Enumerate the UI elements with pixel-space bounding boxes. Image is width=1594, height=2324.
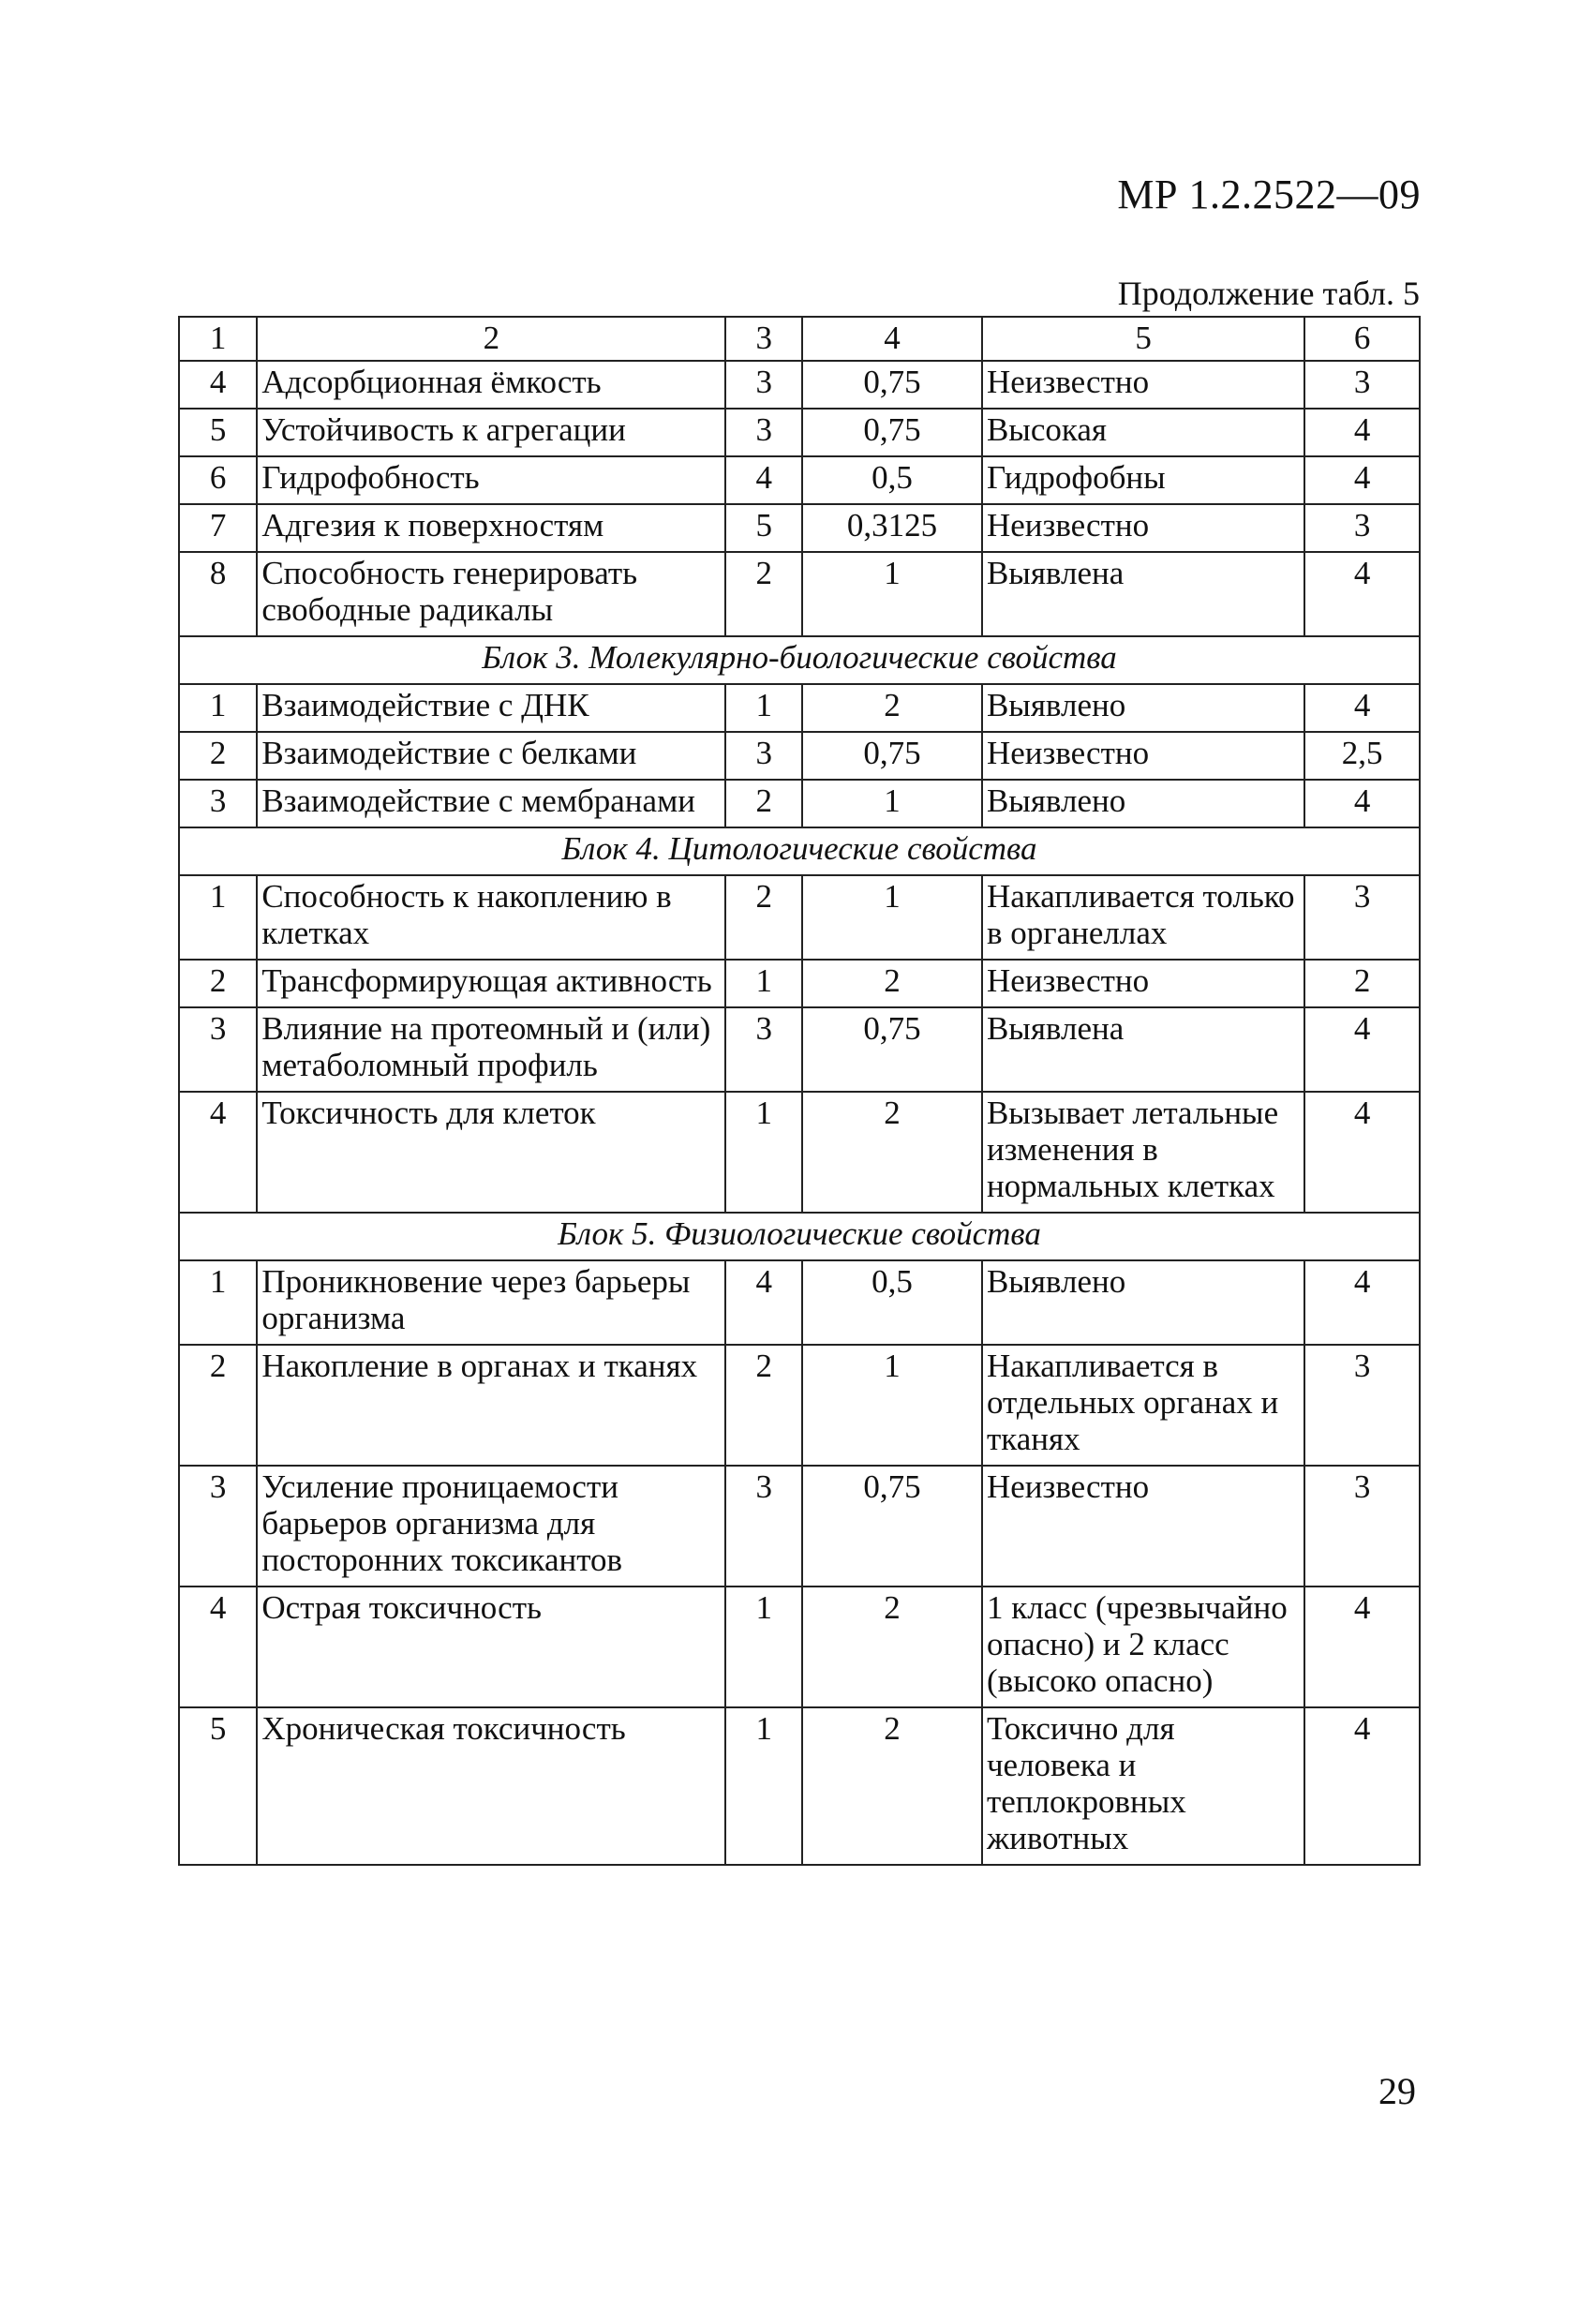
table-cell: 4 — [1304, 1587, 1420, 1707]
table-cell: 2 — [725, 552, 802, 636]
table-cell: 5 — [725, 504, 802, 552]
table-cell: Накапливается в отдельных органах и тканях — [982, 1345, 1304, 1466]
table-cell: 4 — [1304, 1007, 1420, 1092]
table-cell: 2 — [802, 960, 982, 1007]
table-cell: 0,5 — [802, 1260, 982, 1345]
table-cell: 4 — [1304, 1260, 1420, 1345]
block-header-row — [179, 1213, 1420, 1260]
table-cell: 4 — [1304, 780, 1420, 827]
table-row — [179, 456, 1420, 504]
table-cell: Токсичность для клеток — [257, 1092, 725, 1213]
table-cell: 3 — [725, 1466, 802, 1587]
table-row — [179, 1345, 1420, 1466]
column-header: 2 — [257, 317, 725, 361]
table-row — [179, 1092, 1420, 1213]
table-cell: Неизвестно — [982, 732, 1304, 780]
table-cell: 4 — [1304, 1707, 1420, 1865]
table-cell: 2 — [802, 684, 982, 732]
table-cell: 0,75 — [802, 732, 982, 780]
table-cell: 0,5 — [802, 456, 982, 504]
table-cell: 2,5 — [1304, 732, 1420, 780]
column-header: 4 — [802, 317, 982, 361]
block-header-row — [179, 636, 1420, 684]
table-cell: 3 — [725, 1007, 802, 1092]
table-cell: 2 — [1304, 960, 1420, 1007]
block-title: Блок 4. Цитологические свойства — [179, 827, 1420, 875]
table-row — [179, 960, 1420, 1007]
table-cell: 0,75 — [802, 1466, 982, 1587]
table-cell: Накапливается только в органеллах — [982, 875, 1304, 960]
column-header: 5 — [982, 317, 1304, 361]
table-cell: 1 — [725, 1092, 802, 1213]
table-cell: Гидрофобны — [982, 456, 1304, 504]
table-cell: 1 — [179, 875, 257, 960]
table-cell: Гидрофобность — [257, 456, 725, 504]
table-cell: 2 — [179, 1345, 257, 1466]
table-cell: 2 — [802, 1092, 982, 1213]
table-cell: 4 — [1304, 409, 1420, 456]
table-cell: 3 — [1304, 361, 1420, 409]
table-row — [179, 409, 1420, 456]
table-row — [179, 504, 1420, 552]
table-cell: Трансформирующая активность — [257, 960, 725, 1007]
table-cell: 3 — [179, 1466, 257, 1587]
table-cell: Проникновение через барьеры организма — [257, 1260, 725, 1345]
table-row — [179, 1707, 1420, 1865]
table-row — [179, 361, 1420, 409]
table-cell: 4 — [1304, 1092, 1420, 1213]
table-cell: Адсорбционная ёмкость — [257, 361, 725, 409]
column-header: 6 — [1304, 317, 1420, 361]
table-cell: 2 — [725, 875, 802, 960]
table-cell: 3 — [1304, 1466, 1420, 1587]
table-row — [179, 780, 1420, 827]
table-cell: 0,75 — [802, 409, 982, 456]
table-cell: 3 — [1304, 504, 1420, 552]
table-cell: 3 — [1304, 875, 1420, 960]
table-cell: 4 — [179, 1587, 257, 1707]
table-cell: 2 — [725, 1345, 802, 1466]
table-cell: Выявлено — [982, 1260, 1304, 1345]
table-cell: 4 — [179, 361, 257, 409]
table-cell: Выявлена — [982, 552, 1304, 636]
table-cell: Усиление проницаемости барьеров организма для посторонних токсикантов — [257, 1466, 725, 1587]
table-cell: Хроническая токсичность — [257, 1707, 725, 1865]
table-cell: Неизвестно — [982, 504, 1304, 552]
table-header-row — [179, 317, 1420, 361]
table-cell: 2 — [725, 780, 802, 827]
table-row — [179, 1466, 1420, 1587]
table-cell: 3 — [725, 409, 802, 456]
table-cell: Способность к накоплению в клетках — [257, 875, 725, 960]
table-cell: 4 — [1304, 456, 1420, 504]
table-cell: Вызывает летальные изменения в нормальных клетках — [982, 1092, 1304, 1213]
table-cell: 1 — [802, 1345, 982, 1466]
table-row — [179, 1007, 1420, 1092]
table-cell: Неизвестно — [982, 960, 1304, 1007]
table-cell: Острая токсичность — [257, 1587, 725, 1707]
table-cell: Выявлено — [982, 684, 1304, 732]
table-row — [179, 875, 1420, 960]
table-cell: 3 — [179, 780, 257, 827]
table-cell: 8 — [179, 552, 257, 636]
table-row — [179, 732, 1420, 780]
table-cell: Токсично для человека и теплокровных животных — [982, 1707, 1304, 1865]
table-cell: 4 — [1304, 552, 1420, 636]
table-cell: Неизвестно — [982, 361, 1304, 409]
table-cell: 4 — [725, 1260, 802, 1345]
table-cell: Взаимодействие с ДНК — [257, 684, 725, 732]
table-cell: 5 — [179, 409, 257, 456]
table-cell: Влияние на протеомный и (или) метаболомный профиль — [257, 1007, 725, 1092]
table-row — [179, 684, 1420, 732]
table-cell: Выявлена — [982, 1007, 1304, 1092]
table-cell: 4 — [179, 1092, 257, 1213]
table-cell: 1 класс (чрезвычайно опасно) и 2 класс (высоко опасно) — [982, 1587, 1304, 1707]
table-cell: Адгезия к поверхностям — [257, 504, 725, 552]
table-cell: Накопление в органах и тканях — [257, 1345, 725, 1466]
table-cell: 3 — [1304, 1345, 1420, 1466]
table-row — [179, 552, 1420, 636]
table-cell: 5 — [179, 1707, 257, 1865]
table-cell: 7 — [179, 504, 257, 552]
block-title: Блок 3. Молекулярно-биологические свойства — [179, 636, 1420, 684]
column-header: 3 — [725, 317, 802, 361]
table-cell: 1 — [802, 875, 982, 960]
table-cell: Взаимодействие с белками — [257, 732, 725, 780]
page-number: 29 — [1378, 2070, 1416, 2112]
table-cell: Неизвестно — [982, 1466, 1304, 1587]
table-cell: 1 — [725, 684, 802, 732]
table-cell: 2 — [179, 732, 257, 780]
block-title: Блок 5. Физиологические свойства — [179, 1213, 1420, 1260]
table-cell: 1 — [179, 684, 257, 732]
table-cell: 4 — [1304, 684, 1420, 732]
table-cell: 3 — [179, 1007, 257, 1092]
table-cell: 1 — [725, 960, 802, 1007]
table-cell: 1 — [802, 552, 982, 636]
table-cell: 2 — [179, 960, 257, 1007]
block-header-row — [179, 827, 1420, 875]
table-cell: 6 — [179, 456, 257, 504]
table-cell: 1 — [725, 1587, 802, 1707]
table-cell: 3 — [725, 732, 802, 780]
table-cell: Высокая — [982, 409, 1304, 456]
table-cell: 3 — [725, 361, 802, 409]
table-cell: 1 — [802, 780, 982, 827]
table-cell: Взаимодействие с мембранами — [257, 780, 725, 827]
table-cell: 1 — [179, 1260, 257, 1345]
table-cell: Способность генерировать свободные радикалы — [257, 552, 725, 636]
table-row — [179, 1587, 1420, 1707]
properties-table — [178, 316, 1421, 1866]
table-cell: 1 — [725, 1707, 802, 1865]
document-code: МР 1.2.2522—09 — [1117, 171, 1421, 217]
table-continuation-label: Продолжение табл. 5 — [1117, 275, 1420, 312]
column-header: 1 — [179, 317, 257, 361]
table-cell: 0,75 — [802, 361, 982, 409]
table-body — [179, 317, 1420, 1865]
table-cell: 2 — [802, 1587, 982, 1707]
table-cell: Выявлено — [982, 780, 1304, 827]
table-cell: 4 — [725, 456, 802, 504]
table-cell: Устойчивость к агрегации — [257, 409, 725, 456]
table-cell: 0,3125 — [802, 504, 982, 552]
table-row — [179, 1260, 1420, 1345]
table-cell: 0,75 — [802, 1007, 982, 1092]
table-cell: 2 — [802, 1707, 982, 1865]
